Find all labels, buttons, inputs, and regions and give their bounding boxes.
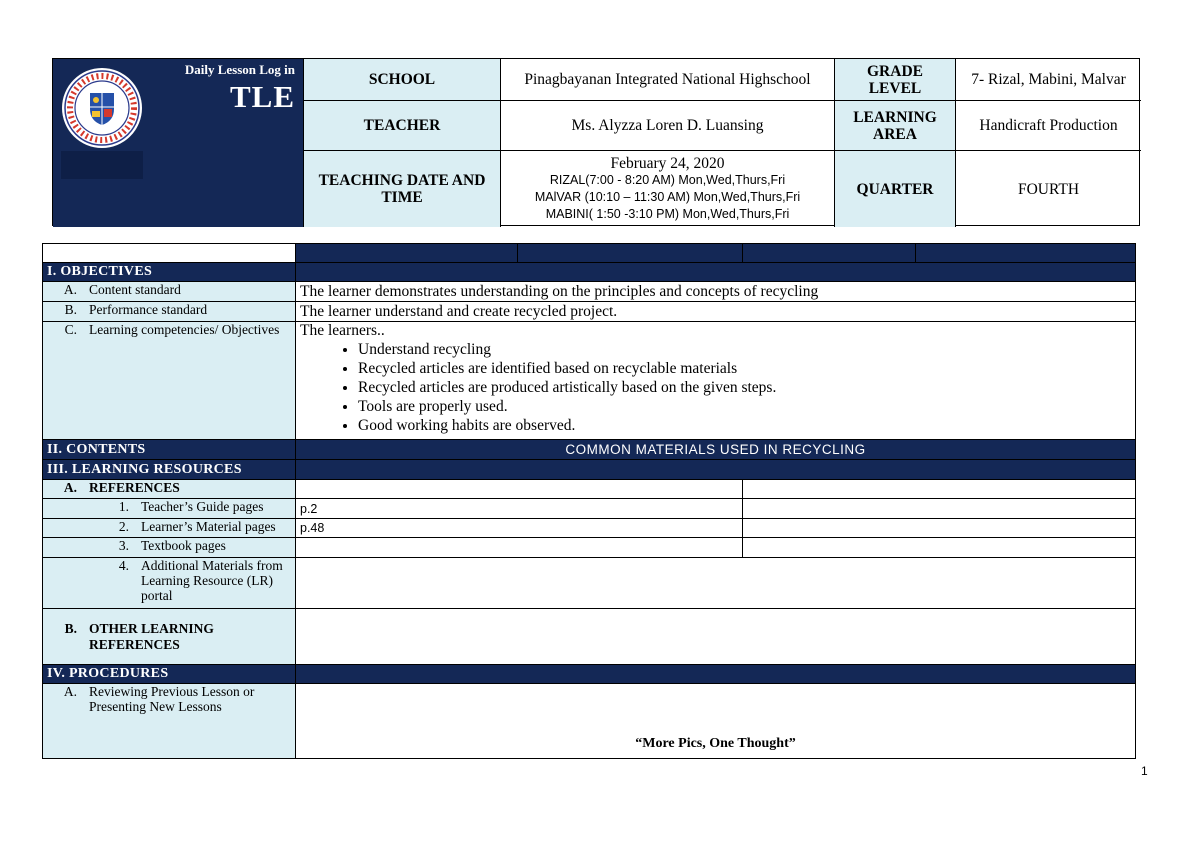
textbook-text: Textbook pages bbox=[141, 538, 226, 553]
contents-value: COMMON MATERIALS USED IN RECYCLING bbox=[296, 440, 1136, 460]
references-number: A. bbox=[63, 480, 77, 495]
performance-standard-row bbox=[43, 302, 1136, 322]
competency-item: • Tools are properly used. bbox=[358, 397, 1131, 416]
schedule-rizal: RIZAL(7:00 - 8:20 AM) Mon,Wed,Thurs,Fri bbox=[549, 173, 786, 187]
grade-level-value: 7- Rizal, Mabini, Malvar bbox=[955, 59, 1141, 100]
teaching-date-value bbox=[500, 150, 834, 227]
additional-materials-row bbox=[43, 558, 1136, 609]
competencies-text: Learning competencies/ Objectives bbox=[89, 322, 280, 337]
competencies-number: C. bbox=[64, 322, 77, 337]
deped-seal-icon bbox=[61, 67, 143, 149]
teacher-value: Ms. Alyzza Loren D. Luansing bbox=[500, 100, 834, 150]
resources-section-row bbox=[43, 460, 1136, 480]
performance-standard-value: The learner understand and create recycled project. bbox=[296, 302, 1136, 322]
procedures-title: IV. PROCEDURES bbox=[43, 665, 296, 684]
brand-subtitle: Daily Lesson Log in bbox=[184, 62, 295, 77]
references-cell-left bbox=[296, 480, 743, 499]
other-references-label bbox=[43, 609, 296, 665]
objectives-title: I. OBJECTIVES bbox=[43, 263, 296, 282]
day-column-3 bbox=[743, 244, 916, 263]
competencies-intro: The learners.. bbox=[300, 322, 385, 339]
other-references-text: OTHER LEARNING REFERENCES bbox=[89, 620, 214, 652]
references-cell-right bbox=[743, 480, 1136, 499]
content-standard-row bbox=[43, 282, 1136, 302]
additional-materials-number: 4. bbox=[118, 558, 129, 573]
references-label bbox=[43, 480, 296, 499]
learners-material-extra bbox=[743, 519, 1136, 538]
reviewing-number: A. bbox=[63, 684, 77, 699]
schedule-malvar: MAlVAR (10:10 – 11:30 AM) Mon,Wed,Thurs,Fri bbox=[534, 190, 801, 204]
performance-standard-text: Performance standard bbox=[89, 302, 208, 317]
objectives-bar bbox=[296, 263, 1136, 282]
teachers-guide-extra bbox=[743, 499, 1136, 519]
teachers-guide-text: Teacher’s Guide pages bbox=[141, 499, 264, 514]
competency-item: • Good working habits are observed. bbox=[358, 416, 1131, 435]
school-label: SCHOOL bbox=[303, 59, 500, 100]
competency-item: • Recycled articles are produced artistically based on the given steps. bbox=[358, 378, 1131, 397]
teachers-guide-value: p.2 bbox=[296, 499, 743, 519]
schedule-mabini: MABINI( 1:50 -3:10 PM) Mon,Wed,Thurs,Fri bbox=[545, 207, 790, 221]
textbook-value bbox=[296, 538, 743, 558]
competencies-list bbox=[300, 340, 1131, 435]
procedures-section-row bbox=[43, 665, 1136, 684]
teachers-guide-row bbox=[43, 499, 1136, 519]
quarter-value: FOURTH bbox=[955, 150, 1141, 227]
resources-title: III. LEARNING RESOURCES bbox=[43, 460, 296, 480]
reviewing-value: “More Pics, One Thought” bbox=[296, 684, 1136, 759]
learners-material-label bbox=[43, 519, 296, 538]
teacher-label: TEACHER bbox=[303, 100, 500, 150]
brand-panel bbox=[53, 59, 303, 227]
additional-materials-value bbox=[296, 558, 1136, 609]
objectives-section-row bbox=[43, 263, 1136, 282]
contents-title: II. CONTENTS bbox=[43, 440, 296, 460]
learners-material-number: 2. bbox=[118, 519, 129, 534]
teaching-date: February 24, 2020 bbox=[610, 155, 725, 172]
performance-standard-label bbox=[43, 302, 296, 322]
competency-item: • Recycled articles are identified based on recyclable materials bbox=[358, 359, 1131, 378]
lesson-log-table bbox=[42, 243, 1136, 759]
reviewing-row bbox=[43, 684, 1136, 759]
references-text: REFERENCES bbox=[89, 480, 180, 495]
page-number: 1 bbox=[1141, 764, 1148, 778]
contents-row bbox=[43, 440, 1136, 460]
competencies-row bbox=[43, 322, 1136, 440]
quarter-label: QUARTER bbox=[834, 150, 955, 227]
additional-materials-text: Additional Materials from Learning Resource (LR) portal bbox=[141, 558, 283, 603]
textbook-label bbox=[43, 538, 296, 558]
grade-level-label: GRADE LEVEL bbox=[834, 59, 955, 100]
competencies-value bbox=[296, 322, 1136, 440]
resources-bar bbox=[296, 460, 1136, 480]
content-standard-label bbox=[43, 282, 296, 302]
other-references-number: B. bbox=[64, 620, 77, 636]
day-column-2 bbox=[518, 244, 743, 263]
other-references-value bbox=[296, 609, 1136, 665]
content-standard-text: Content standard bbox=[89, 282, 181, 297]
content-standard-number: A. bbox=[63, 282, 77, 297]
lesson-log-header bbox=[52, 58, 1140, 226]
learning-area-value: Handicraft Production bbox=[955, 100, 1141, 150]
performance-standard-number: B. bbox=[64, 302, 77, 317]
textbook-row bbox=[43, 538, 1136, 558]
textbook-extra bbox=[743, 538, 1136, 558]
reviewing-text: Reviewing Previous Lesson or Presenting New Lessons bbox=[89, 684, 255, 714]
content-standard-value: The learner demonstrates understanding on the principles and concepts of recycling bbox=[296, 282, 1136, 302]
additional-materials-label bbox=[43, 558, 296, 609]
day-column-4 bbox=[916, 244, 1136, 263]
competency-item: • Understand recycling bbox=[358, 340, 1131, 359]
school-value: Pinagbayanan Integrated National Highschool bbox=[500, 59, 834, 100]
competencies-label bbox=[43, 322, 296, 440]
day-column-1 bbox=[296, 244, 518, 263]
blank-corner-cell bbox=[43, 244, 296, 263]
seal-shadow bbox=[61, 151, 143, 179]
references-row bbox=[43, 480, 1136, 499]
teachers-guide-number: 1. bbox=[118, 499, 129, 514]
learners-material-text: Learner’s Material pages bbox=[141, 519, 276, 534]
day-header-row bbox=[43, 244, 1136, 263]
reviewing-label bbox=[43, 684, 296, 759]
textbook-number: 3. bbox=[118, 538, 129, 553]
learners-material-value: p.48 bbox=[296, 519, 743, 538]
brand-title: TLE bbox=[229, 79, 295, 114]
procedures-bar bbox=[296, 665, 1136, 684]
learning-area-label: LEARNING AREA bbox=[834, 100, 955, 150]
teaching-date-label: TEACHING DATE AND TIME bbox=[303, 150, 500, 227]
learners-material-row bbox=[43, 519, 1136, 538]
other-references-row bbox=[43, 609, 1136, 665]
teachers-guide-label bbox=[43, 499, 296, 519]
